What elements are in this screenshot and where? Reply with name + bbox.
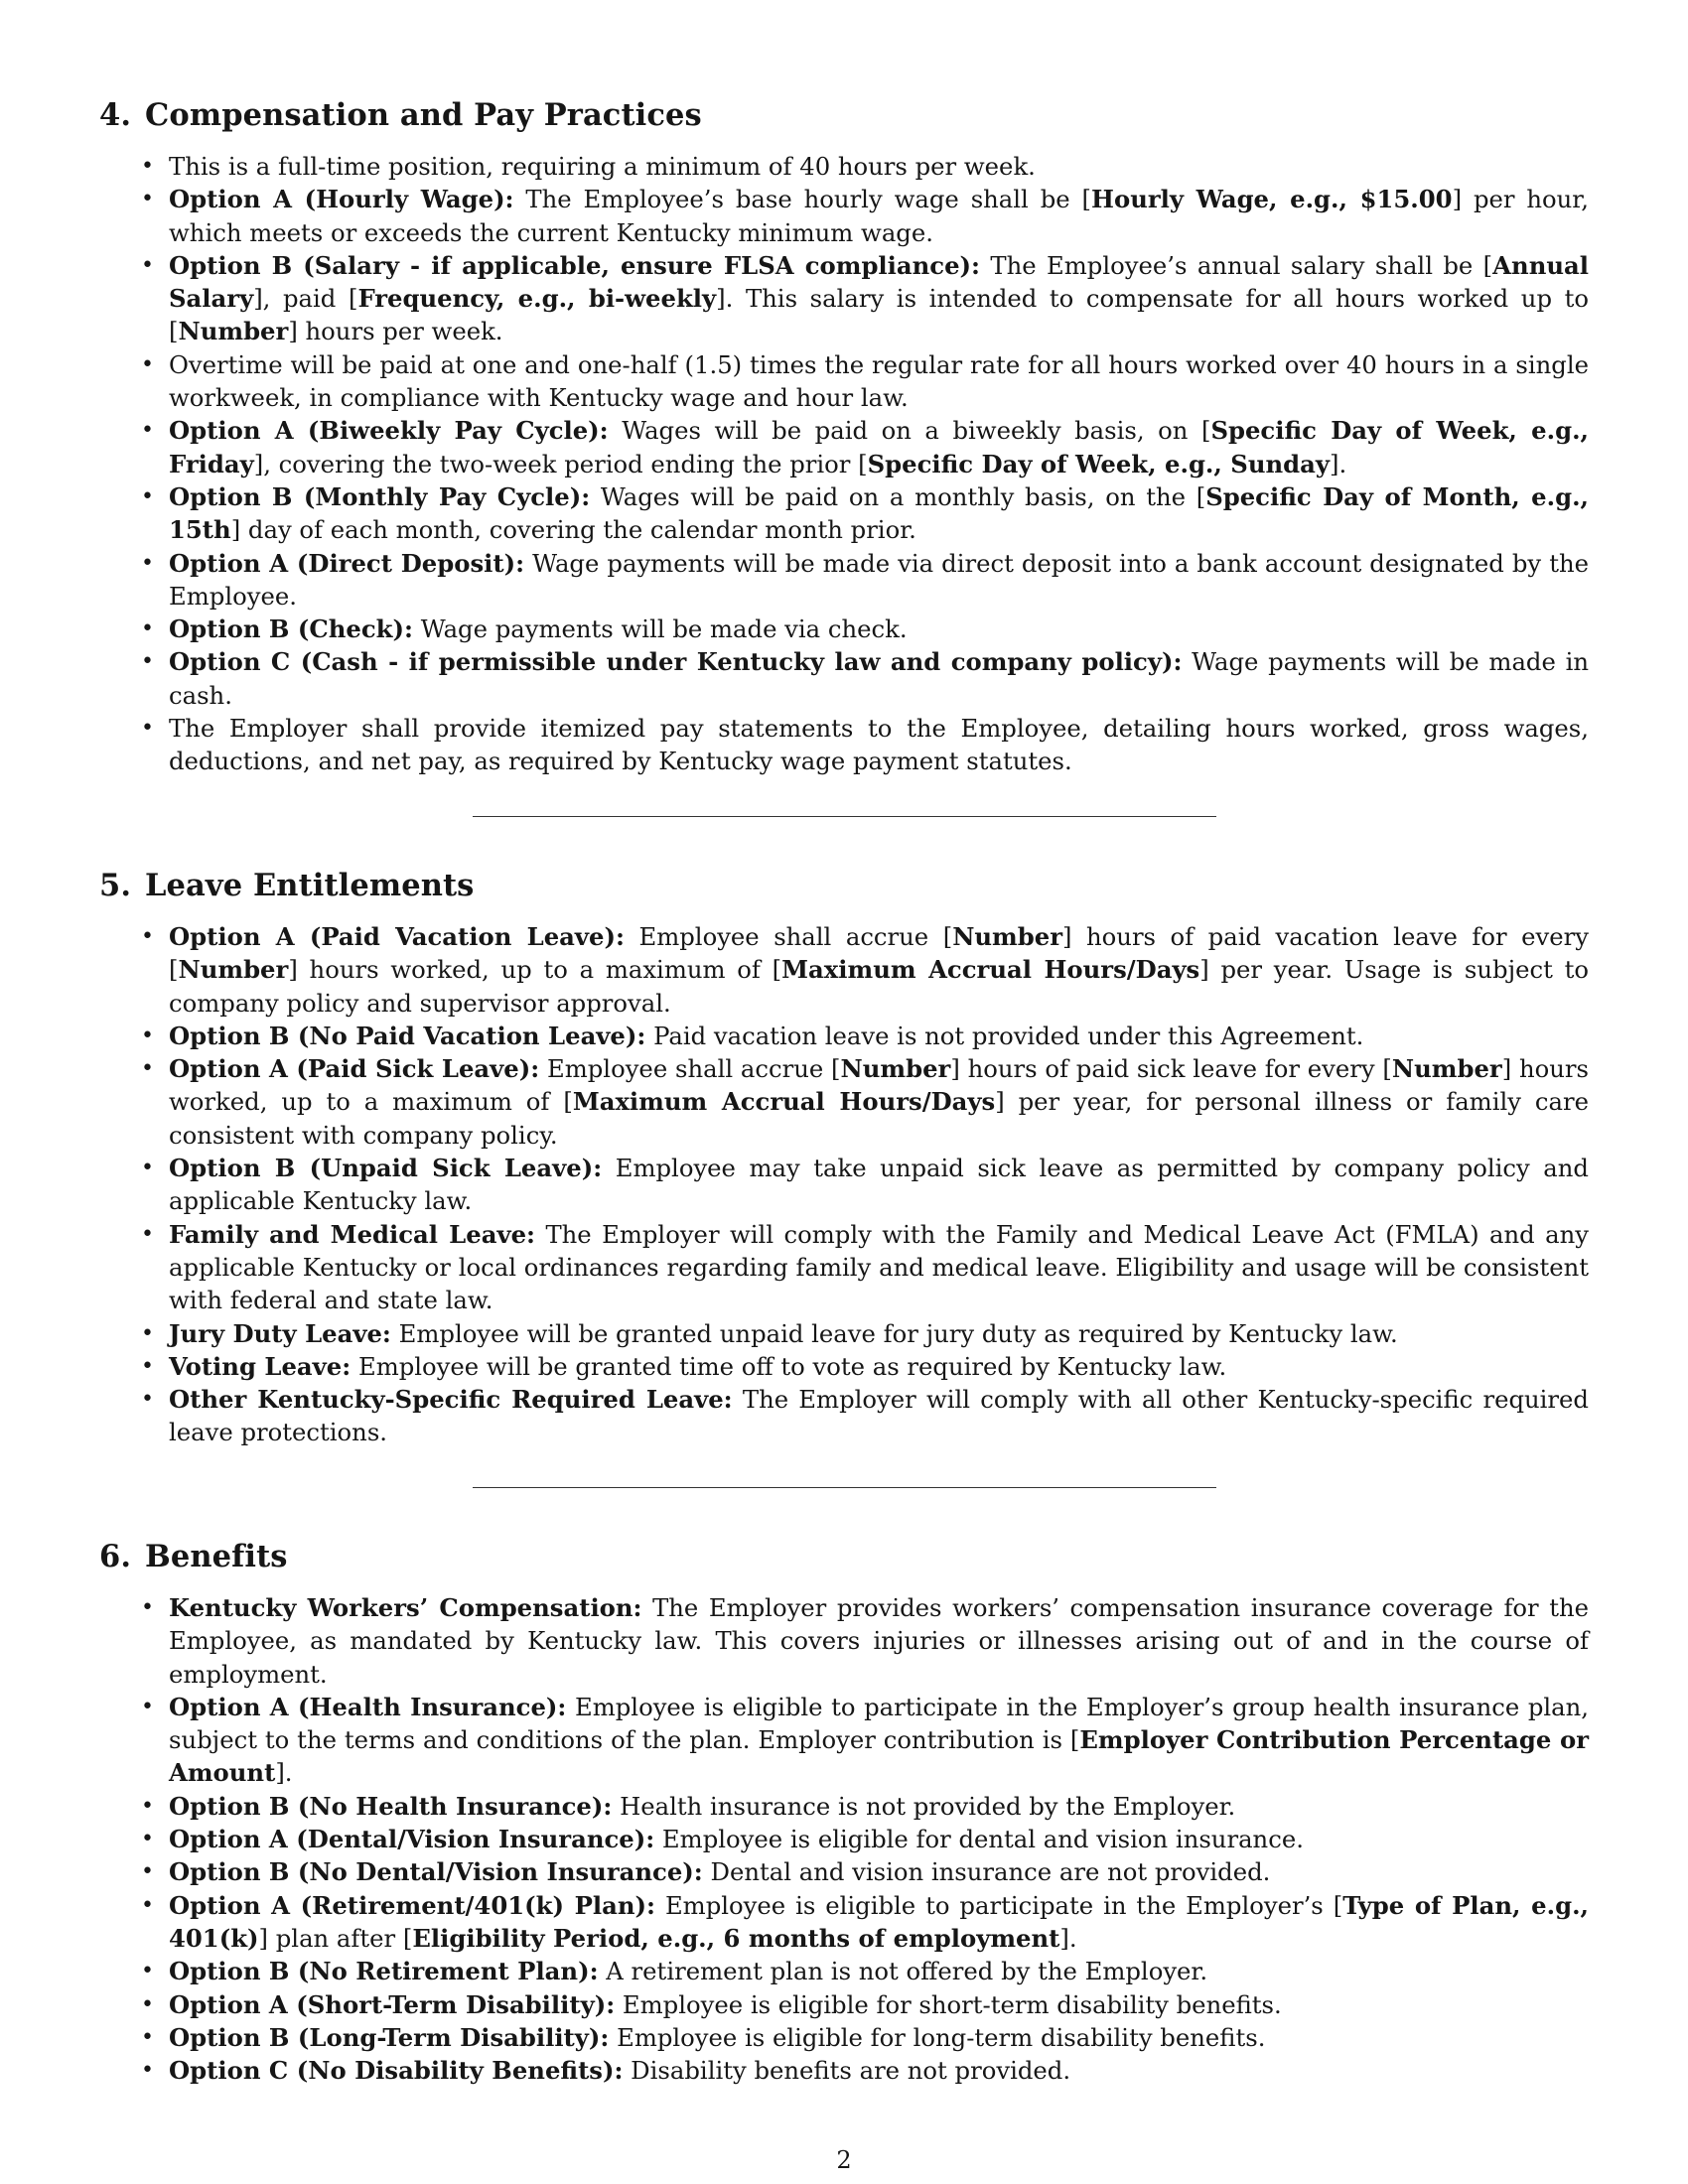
list-item: • Option A (Hourly Wage): The Employee’s base hourly wage shall be [Hourly Wage, e.g., $15.00] per hour, which meets or exceeds the current Kentucky minimum wage. xyxy=(169,183,1589,249)
list-item: • Option A (Retirement/401(k) Plan): Employee is eligible to participate in the Employer’s [Type of Plan, e.g., 401(k)] plan after [Eligibility Period, e.g., 6 months of employment]. xyxy=(169,1889,1589,1956)
list-item: • Option B (No Dental/Vision Insurance): Dental and vision insurance are not provided. xyxy=(169,1855,1589,1888)
section-benefits xyxy=(99,1537,1589,1576)
list-item: • Option A (Direct Deposit): Wage payments will be made via direct deposit into a bank account designated by the Employee. xyxy=(169,547,1589,614)
list-item: • Option B (Check): Wage payments will be made via check. xyxy=(169,613,1589,645)
compensation-list xyxy=(169,150,1589,778)
list-item: • Overtime will be paid at one and one-half (1.5) times the regular rate for all hours worked over 40 hours in a single workweek, in compliance with Kentucky wage and hour law. xyxy=(169,348,1589,415)
section-heading: 6. Benefits xyxy=(99,1539,288,1574)
list-item: • Option A (Health Insurance): Employee is eligible to participate in the Employer’s group health insurance plan, subject to the terms and conditions of the plan. Employer contribution is [Employer Contribution Percentage or Amount]. xyxy=(169,1691,1589,1790)
section-leave xyxy=(99,866,1589,905)
list-item: • Option B (Monthly Pay Cycle): Wages will be paid on a monthly basis, on the [Specific Day of Month, e.g., 15th] day of each month, covering the calendar month prior. xyxy=(169,480,1589,547)
list-item: • Option B (Unpaid Sick Leave): Employee may take unpaid sick leave as permitted by company policy and applicable Kentucky law. xyxy=(169,1152,1589,1218)
list-item: • This is a full-time position, requiring a minimum of 40 hours per week. xyxy=(169,150,1589,183)
benefits-list xyxy=(169,1591,1589,2087)
leave-list xyxy=(169,920,1589,1449)
list-item: • Option C (Cash - if permissible under Kentucky law and company policy): Wage payments will be made in cash. xyxy=(169,645,1589,712)
list-item: • The Employer shall provide itemized pay statements to the Employee, detailing hours worked, gross wages, deductions, and net pay, as required by Kentucky wage payment statutes. xyxy=(169,712,1589,778)
list-item: • Option B (No Paid Vacation Leave): Paid vacation leave is not provided under this Agreement. xyxy=(169,1020,1589,1052)
list-item: • Other Kentucky-Specific Required Leave: The Employer will comply with all other Kentucky-specific required leave protections. xyxy=(169,1383,1589,1449)
section-divider xyxy=(473,1487,1216,1488)
list-item: • Voting Leave: Employee will be granted time off to vote as required by Kentucky law. xyxy=(169,1350,1589,1383)
section-compensation xyxy=(99,95,1589,135)
list-item: • Option B (Salary - if applicable, ensure FLSA compliance): The Employee’s annual salary shall be [Annual Salary], paid [Frequency, e.g., bi-weekly]. This salary is intended to compensate for all hours worked up to [Number] hours per week. xyxy=(169,249,1589,348)
page-number: 2 xyxy=(836,2146,852,2174)
list-item: • Option A (Paid Vacation Leave): Employee shall accrue [Number] hours of paid vacation leave for every [Number] hours worked, up to a maximum of [Maximum Accrual Hours/Days] per year. Usage is subject to company policy and supervisor approval. xyxy=(169,920,1589,1020)
section-heading: 4. Compensation and Pay Practices xyxy=(99,97,702,133)
list-item: • Option A (Paid Sick Leave): Employee shall accrue [Number] hours of paid sick leave for every [Number] hours worked, up to a maximum of [Maximum Accrual Hours/Days] per year, for personal illness or family care consistent with company policy. xyxy=(169,1052,1589,1152)
list-item: • Option A (Dental/Vision Insurance): Employee is eligible for dental and vision insurance. xyxy=(169,1823,1589,1855)
list-item: • Option B (Long-Term Disability): Employee is eligible for long-term disability benefits. xyxy=(169,2021,1589,2054)
list-item: • Jury Duty Leave: Employee will be granted unpaid leave for jury duty as required by Kentucky law. xyxy=(169,1317,1589,1350)
list-item: • Option B (No Health Insurance): Health insurance is not provided by the Employer. xyxy=(169,1790,1589,1823)
list-item: • Kentucky Workers’ Compensation: The Employer provides workers’ compensation insurance coverage for the Employee, as mandated by Kentucky law. This covers injuries or illnesses arising out of and in the course of employment. xyxy=(169,1591,1589,1691)
list-item: • Family and Medical Leave: The Employer will comply with the Family and Medical Leave Act (FMLA) and any applicable Kentucky or local ordinances regarding family and medical leave. Eligibility and usage will be consistent with federal and state law. xyxy=(169,1218,1589,1317)
list-item: • Option A (Short-Term Disability): Employee is eligible for short-term disability benefits. xyxy=(169,1988,1589,2021)
list-item: • Option C (No Disability Benefits): Disability benefits are not provided. xyxy=(169,2054,1589,2087)
list-item: • Option B (No Retirement Plan): A retirement plan is not offered by the Employer. xyxy=(169,1955,1589,1987)
list-item: • Option A (Biweekly Pay Cycle): Wages will be paid on a biweekly basis, on [Specific Day of Week, e.g., Friday], covering the two-week period ending the prior [Specific Day of Week, e.g., Sunday]. xyxy=(169,414,1589,480)
section-heading: 5. Leave Entitlements xyxy=(99,868,475,903)
section-divider xyxy=(473,816,1216,817)
